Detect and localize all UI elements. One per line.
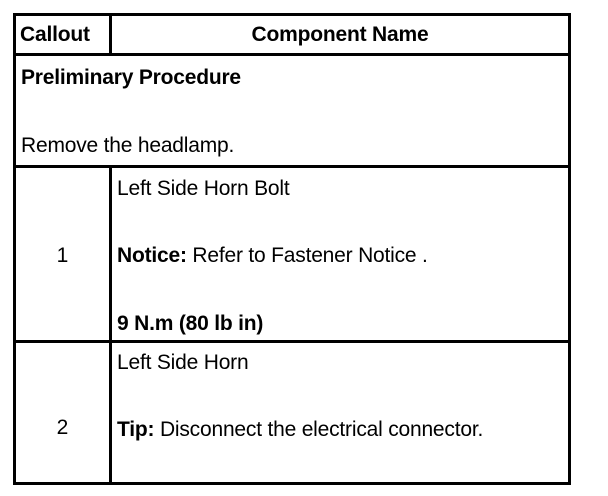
component-cell: [112, 168, 568, 340]
component-name: Left Side Horn Bolt: [117, 177, 290, 200]
callout-number: 1: [56, 244, 69, 267]
header-component-name-label: Component Name: [251, 23, 429, 46]
preliminary-procedure-row: [16, 56, 568, 168]
component-cell: [112, 343, 568, 482]
header-callout-cell: [16, 16, 112, 53]
callout-cell: [16, 168, 112, 340]
tip-text: Disconnect the electrical connector.: [159, 418, 484, 441]
header-component-name-cell: [112, 16, 568, 53]
notice-label: Notice:: [117, 244, 187, 267]
table-row: [16, 343, 568, 482]
callout-cell: [16, 343, 112, 482]
torque-spec: 9 N.m (80 lb in): [117, 312, 264, 335]
table-header-row: [16, 16, 568, 56]
notice-line: [117, 244, 428, 268]
component-name: Left Side Horn: [117, 351, 249, 374]
header-callout-label: Callout: [20, 23, 90, 46]
tip-label: Tip:: [117, 418, 155, 441]
notice-text: Refer to Fastener Notice .: [192, 244, 428, 267]
preliminary-procedure-text: Remove the headlamp.: [21, 134, 235, 157]
component-table: [13, 13, 571, 485]
table-row: [16, 168, 568, 343]
tip-line: [117, 418, 483, 442]
preliminary-procedure-title: Preliminary Procedure: [21, 66, 241, 89]
callout-number: 2: [56, 416, 69, 439]
